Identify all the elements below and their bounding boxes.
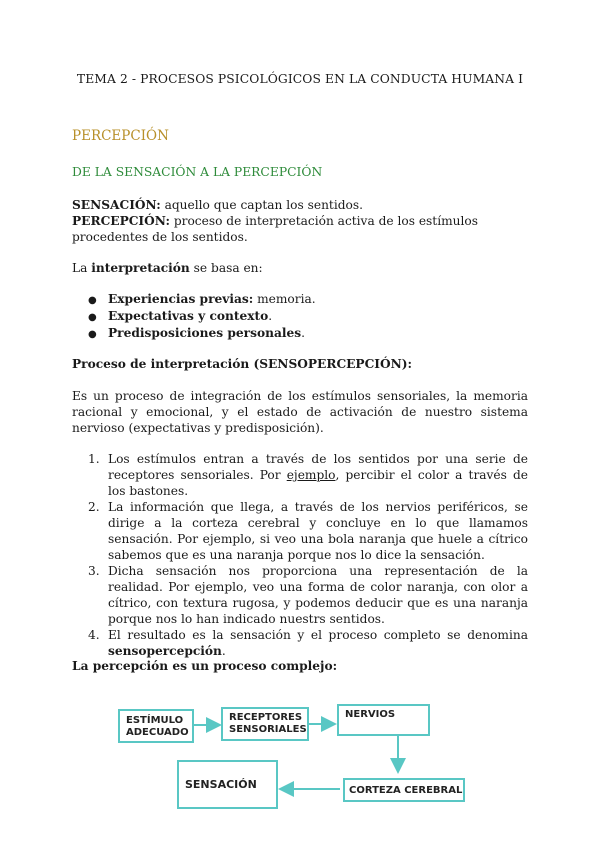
bullet-text: memoria.	[253, 292, 316, 306]
definition-sensacion-text: aquello que captan los sentidos.	[160, 198, 363, 212]
box-receptores-line1: RECEPTORES	[229, 712, 303, 723]
box-sensacion	[177, 760, 278, 809]
term-sensacion: SENSACIÓN:	[72, 198, 161, 212]
box-sensacion-label: SENSACIÓN	[185, 778, 257, 791]
step-bold: sensopercepción	[108, 644, 222, 658]
box-receptores-sensoriales	[221, 707, 309, 741]
step-text: El resultado es la sensación y el proceso completo se denomina	[108, 628, 528, 642]
box-estimulo-line1: ESTÍMULO	[126, 715, 184, 726]
step-text-end: , percibir el color a través de los bastones.	[108, 468, 528, 498]
box-corteza-label: CORTEZA CEREBRAL	[349, 785, 463, 796]
list-item: ● Experiencias previas: memoria.	[88, 292, 316, 306]
bullet-text: .	[268, 309, 273, 323]
box-nervios-label: NERVIOS	[345, 709, 396, 720]
definition-percepcion-text: proceso de interpretación activa de los estímulos procedentes de los sentidos.	[72, 214, 478, 244]
step-text: La información que llega, a través de los nervios periféricos, se dirige a la corteza cerebral y concluye en lo que llamamos sensación. Por ejemplo, si veo una bola naranja que huele a cítrico sabemos que es una naranja porque nos lo dice la sensación.	[108, 500, 528, 562]
box-estimulo-line2: ADECUADO	[126, 727, 189, 738]
list-number: 1.	[88, 452, 100, 466]
list-number: 4.	[88, 628, 100, 642]
box-corteza-cerebral	[343, 778, 465, 802]
subsection-heading: DE LA SENSACIÓN A LA PERCEPCIÓN	[72, 165, 323, 179]
list-number: 2.	[88, 500, 100, 514]
list-item: ● Predisposiciones personales.	[88, 326, 305, 340]
list-item: ● Expectativas y contexto.	[88, 309, 273, 323]
section-heading-percepcion: PERCEPCIÓN	[72, 128, 169, 144]
step-text: Los estímulos entran a través de los sentidos por una serie de receptores sensoriales. Por	[108, 452, 528, 482]
bullet-text: .	[301, 326, 305, 340]
list-number: 3.	[88, 564, 100, 578]
box-estimulo-adecuado	[118, 709, 194, 743]
box-nervios	[337, 704, 430, 736]
bullet-bold: Expectativas y contexto	[108, 309, 269, 323]
bullet-bold: Predisposiciones personales	[108, 326, 302, 340]
step-underlined: ejemplo	[286, 468, 336, 482]
step-text: Dicha sensación nos proporciona una representación de la realidad. Por ejemplo, veo una forma de color naranja, con olor a cítrico, con textura rugosa, y podemos deducir que es una naranja porque nos lo han indicado nuestrs sentidos.	[108, 564, 528, 626]
intro-bold: interpretación	[91, 261, 190, 275]
complex-heading-text: La percepción es un proceso complejo:	[72, 659, 338, 673]
term-percepcion: PERCEPCIÓN:	[72, 214, 170, 228]
document-title: TEMA 2 - PROCESOS PSICOLÓGICOS EN LA CONDUCTA HUMANA I	[76, 72, 524, 86]
intro-pre: La	[72, 261, 92, 275]
intro-post: se basa en:	[189, 261, 263, 275]
process-paragraph: Es un proceso de integración de los estímulos sensoriales, la memoria racional y emocional, y el estado de activación de nuestro sistema nervioso (expectativas y predisposición).	[72, 389, 528, 435]
bullet-bold: Experiencias previas:	[108, 292, 254, 306]
step-text-end: .	[221, 644, 226, 658]
box-receptores-line2: SENSORIALES	[229, 724, 307, 735]
process-heading-text: Proceso de interpretación (SENSOPERCEPCIÓN):	[72, 357, 413, 371]
